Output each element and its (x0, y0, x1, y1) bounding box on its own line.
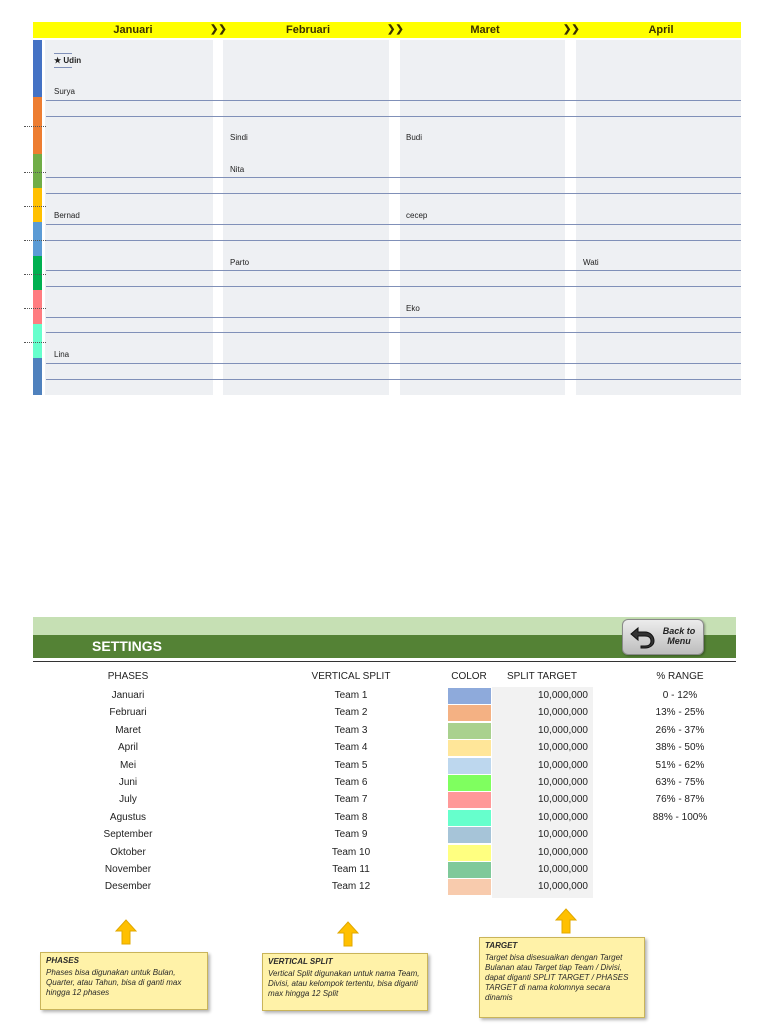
timeline-column-februari (223, 40, 389, 395)
split-target-cell[interactable]: 10,000,000 (537, 707, 588, 718)
team-cell[interactable]: Team 9 (334, 829, 368, 840)
color-swatch[interactable] (448, 758, 491, 774)
month-header-februari: Februari (285, 24, 330, 36)
split-target-cell[interactable]: 10,000,000 (537, 829, 588, 840)
row-divider (46, 270, 741, 271)
row-divider (46, 193, 741, 194)
split-target-cell[interactable]: 10,000,000 (537, 812, 588, 823)
split-color-segment (33, 290, 42, 324)
member-budi: Budi (406, 133, 423, 142)
timeline-month-bar (33, 22, 741, 38)
note-target-title: TARGET (485, 941, 518, 950)
split-marker (24, 126, 46, 127)
row-divider (46, 100, 741, 101)
color-swatch[interactable] (448, 792, 491, 808)
row-divider (46, 363, 741, 364)
back-to-menu-button[interactable] (622, 619, 704, 655)
row-divider (46, 240, 741, 241)
note-vertical-split (262, 953, 428, 1011)
range-cell[interactable]: 0 - 12% (662, 690, 698, 701)
phase-cell[interactable]: Juni (118, 777, 138, 788)
split-color-segment (33, 188, 42, 222)
row-divider (46, 177, 741, 178)
phase-cell[interactable]: Maret (115, 725, 141, 736)
back-arrow-icon (629, 625, 657, 649)
month-header-januari: Januari (113, 24, 153, 36)
split-color-segment (33, 324, 42, 358)
split-target-cell[interactable]: 10,000,000 (537, 794, 588, 805)
chevron-right-icon: ❯❯ (563, 24, 580, 35)
team-cell[interactable]: Team 7 (334, 794, 368, 805)
color-swatch[interactable] (448, 740, 491, 756)
member-surya: Surya (54, 87, 75, 96)
chevron-right-icon: ❯❯ (210, 24, 227, 35)
split-color-segment (33, 256, 42, 290)
header-rule (33, 661, 736, 662)
settings-title: SETTINGS (92, 638, 163, 654)
legend-line (54, 53, 72, 54)
note-phases-title: PHASES (46, 956, 79, 965)
timeline-column-april (576, 40, 741, 395)
column-header-phases: PHASES (107, 671, 149, 682)
column-header-split-target: SPLIT TARGET (506, 671, 578, 682)
note-phases (40, 952, 208, 1010)
range-cell[interactable]: 51% - 62% (655, 760, 705, 771)
arrow-up-icon (337, 921, 359, 947)
color-swatch[interactable] (448, 879, 491, 895)
color-swatch[interactable] (448, 723, 491, 739)
split-target-cell[interactable]: 10,000,000 (537, 847, 588, 858)
split-marker (24, 342, 46, 343)
member-parto: Parto (230, 258, 250, 267)
column-header-vertical-split: VERTICAL SPLIT (311, 671, 391, 682)
range-cell[interactable]: 76% - 87% (655, 794, 705, 805)
split-target-cell[interactable]: 10,000,000 (537, 760, 588, 771)
member-eko: Eko (406, 304, 420, 313)
row-divider (46, 332, 741, 333)
back-button-label-line1: Back to (662, 626, 696, 636)
row-divider (46, 379, 741, 380)
note-vertical-split-body: Vertical Split digunakan untuk nama Team, Divisi, atau kelompok tertentu, bisa diganti max hingga 12 Split (268, 969, 420, 998)
split-marker (24, 172, 46, 173)
team-cell[interactable]: Team 1 (334, 690, 368, 701)
range-cell[interactable]: 13% - 25% (655, 707, 705, 718)
team-cell[interactable]: Team 11 (332, 864, 370, 875)
member-lina: Lina (54, 350, 70, 359)
arrow-up-icon (115, 919, 137, 945)
phase-cell[interactable]: Februari (109, 707, 147, 718)
note-target-body: Target bisa disesuaikan dengan Target Bulanan atau Target tiap Team / Divisi, dapat diganti SPLIT TARGET / PHASES TARGET di nama kolomnya secara dinamis (485, 953, 629, 1002)
chevron-right-icon: ❯❯ (387, 24, 404, 35)
split-target-cell[interactable]: 10,000,000 (537, 725, 588, 736)
team-cell[interactable]: Team 8 (334, 812, 368, 823)
team-cell[interactable]: Team 3 (334, 725, 368, 736)
range-cell[interactable]: 63% - 75% (655, 777, 705, 788)
range-cell[interactable]: 26% - 37% (655, 725, 705, 736)
split-marker (24, 240, 46, 241)
color-swatch[interactable] (448, 862, 491, 878)
color-swatch[interactable] (448, 688, 491, 704)
note-phases-body: Phases bisa digunakan untuk Bulan, Quarter, atau Tahun, bisa di ganti max hingga 12 phases (46, 968, 182, 997)
phase-cell[interactable]: April (117, 742, 138, 753)
member-sindi: Sindi (230, 133, 248, 142)
arrow-up-icon (555, 908, 577, 934)
phase-cell[interactable]: Desember (104, 881, 152, 892)
phase-cell[interactable]: November (104, 864, 152, 875)
team-cell[interactable]: Team 5 (334, 760, 368, 771)
note-target (479, 937, 645, 1018)
column-header-range: % RANGE (656, 671, 704, 682)
split-marker (24, 274, 46, 275)
member-wati: Wati (583, 258, 599, 267)
team-cell[interactable]: Team 2 (334, 707, 368, 718)
team-cell[interactable]: Team 4 (334, 742, 368, 753)
split-marker (24, 308, 46, 309)
color-swatch[interactable] (448, 775, 491, 791)
split-target-cell[interactable]: 10,000,000 (537, 864, 588, 875)
phase-cell[interactable]: Agustus (109, 812, 147, 823)
column-header-color: COLOR (451, 671, 487, 682)
phase-cell[interactable]: Oktober (110, 847, 146, 858)
phase-cell[interactable]: Januari (111, 690, 145, 701)
range-cell[interactable]: 38% - 50% (655, 742, 705, 753)
row-divider (46, 286, 741, 287)
color-swatch[interactable] (448, 827, 491, 843)
phase-cell[interactable]: Mei (119, 760, 137, 771)
note-vertical-split-title: VERTICAL SPLIT (268, 957, 333, 966)
row-divider (46, 224, 741, 225)
color-swatch[interactable] (448, 705, 491, 721)
split-marker (24, 206, 46, 207)
split-color-segment (33, 40, 42, 97)
legend-label: Udin (63, 56, 82, 65)
split-target-cell[interactable]: 10,000,000 (537, 690, 588, 701)
split-target-cell[interactable]: 10,000,000 (537, 742, 588, 753)
split-color-segment (33, 154, 42, 188)
row-divider (46, 317, 741, 318)
back-button-label-line2: Menu (667, 636, 691, 646)
team-cell[interactable]: Team 12 (331, 881, 371, 892)
legend-line (54, 67, 72, 68)
split-target-cell[interactable]: 10,000,000 (537, 881, 588, 892)
phase-cell[interactable]: July (119, 794, 137, 805)
color-swatch[interactable] (448, 845, 491, 861)
team-cell[interactable]: Team 10 (331, 847, 371, 858)
row-divider (46, 116, 741, 117)
team-cell[interactable]: Team 6 (334, 777, 368, 788)
legend-item-udin (54, 53, 81, 68)
color-swatch[interactable] (448, 810, 491, 826)
phase-cell[interactable]: September (103, 829, 153, 840)
month-header-april: April (648, 24, 674, 36)
member-bernad: Bernad (54, 211, 80, 220)
split-color-segment (33, 358, 42, 395)
month-header-maret: Maret (470, 24, 500, 36)
split-color-segment (33, 222, 42, 256)
star-icon: ★ (54, 56, 62, 65)
range-cell[interactable]: 88% - 100% (652, 812, 708, 823)
split-target-cell[interactable]: 10,000,000 (537, 777, 588, 788)
member-cecep: cecep (406, 211, 428, 220)
member-nita: Nita (230, 165, 245, 174)
